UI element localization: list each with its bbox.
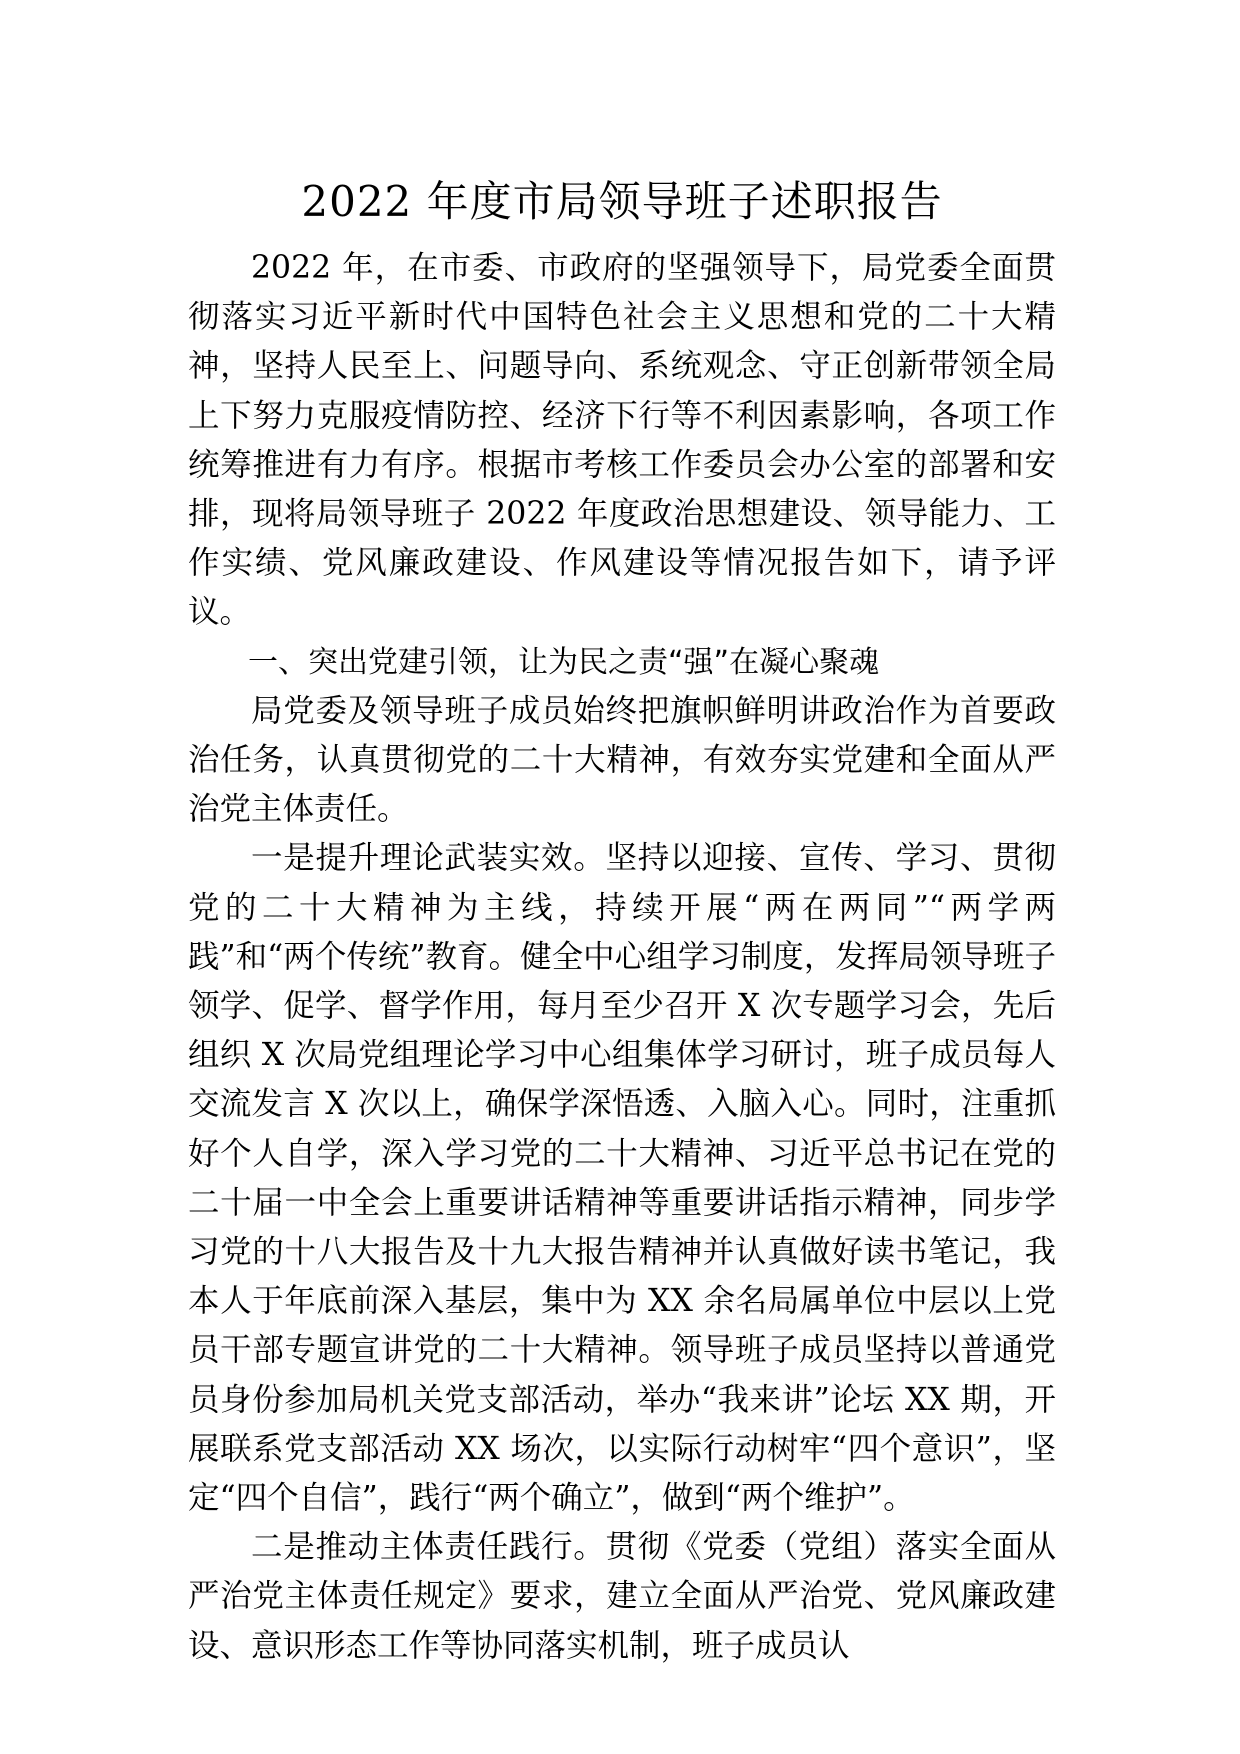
section-heading: 一、突出党建引领，让为民之责“强”在凝心聚魂 bbox=[248, 644, 880, 680]
document-title: 2022 年度市局领导班子述职报告 bbox=[301, 177, 943, 226]
document-body bbox=[188, 170, 1056, 1671]
responsibility-paragraph: 二是推动主体责任践行。贯彻《党委（党组）落实全面从严治党主体责任规定》要求，建立全面从严治党、党风廉政建设、意识形态工作等协同落实机制，班子成员认 bbox=[188, 1529, 1056, 1664]
intro-paragraph: 2022 年，在市委、市政府的坚强领导下，局党委全面贯彻落实习近平新时代中国特色社会主义思想和党的二十大精神，坚持人民至上、问题导向、系统观念、守正创新带领全局上下努力克服疫情防控、经济下行等不利因素影响，各项工作统筹推进有力有序。根据市考核工作委员会办公室的部署和安排，现将局领导班子 2022 年度政治思想建设、领导能力、工作实绩、党风廉政建设、作风建设等情况报告如下，请予评议。 bbox=[188, 250, 1056, 631]
section-intro-paragraph: 局党委及领导班子成员始终把旗帜鲜明讲政治作为首要政治任务，认真贯彻党的二十大精神，有效夯实党建和全面从严治党主体责任。 bbox=[188, 692, 1056, 828]
theory-arming-paragraph: 一是提升理论武装实效。坚持以迎接、宣传、学习、贯彻党的二十大精神为主线，持续开展“两在两同”“两学两践”和“两个传统”教育。健全中心组学习制度，发挥局领导班子领学、促学、督学作用，每月至少召开 X 次专题学习会，先后组织 X 次局党组理论学习中心组集体学习研讨，班子成员每人交流发言 X 次以上，确保学深悟透、入脑入心。同时，注重抓好个人自学，深入学习党的二十大精神、习近平总书记在党的二十届一中全会上重要讲话精神等重要讲话指示精神，同步学习党的十八大报告及十九大报告精神并认真做好读书笔记，我本人于年底前深入基层，集中为 XX 余名局属单位中层以上党员干部专题宣讲党的二十大精神。领导班子成员坚持以普通党员身份参加局机关党支部活动，举办“我来讲”论坛 XX 期，开展联系党支部活动 XX 场次，以实际行动树牢“四个意识”，坚定“四个自信”，践行“两个确立”，做到“两个维护”。 bbox=[188, 840, 1056, 1517]
